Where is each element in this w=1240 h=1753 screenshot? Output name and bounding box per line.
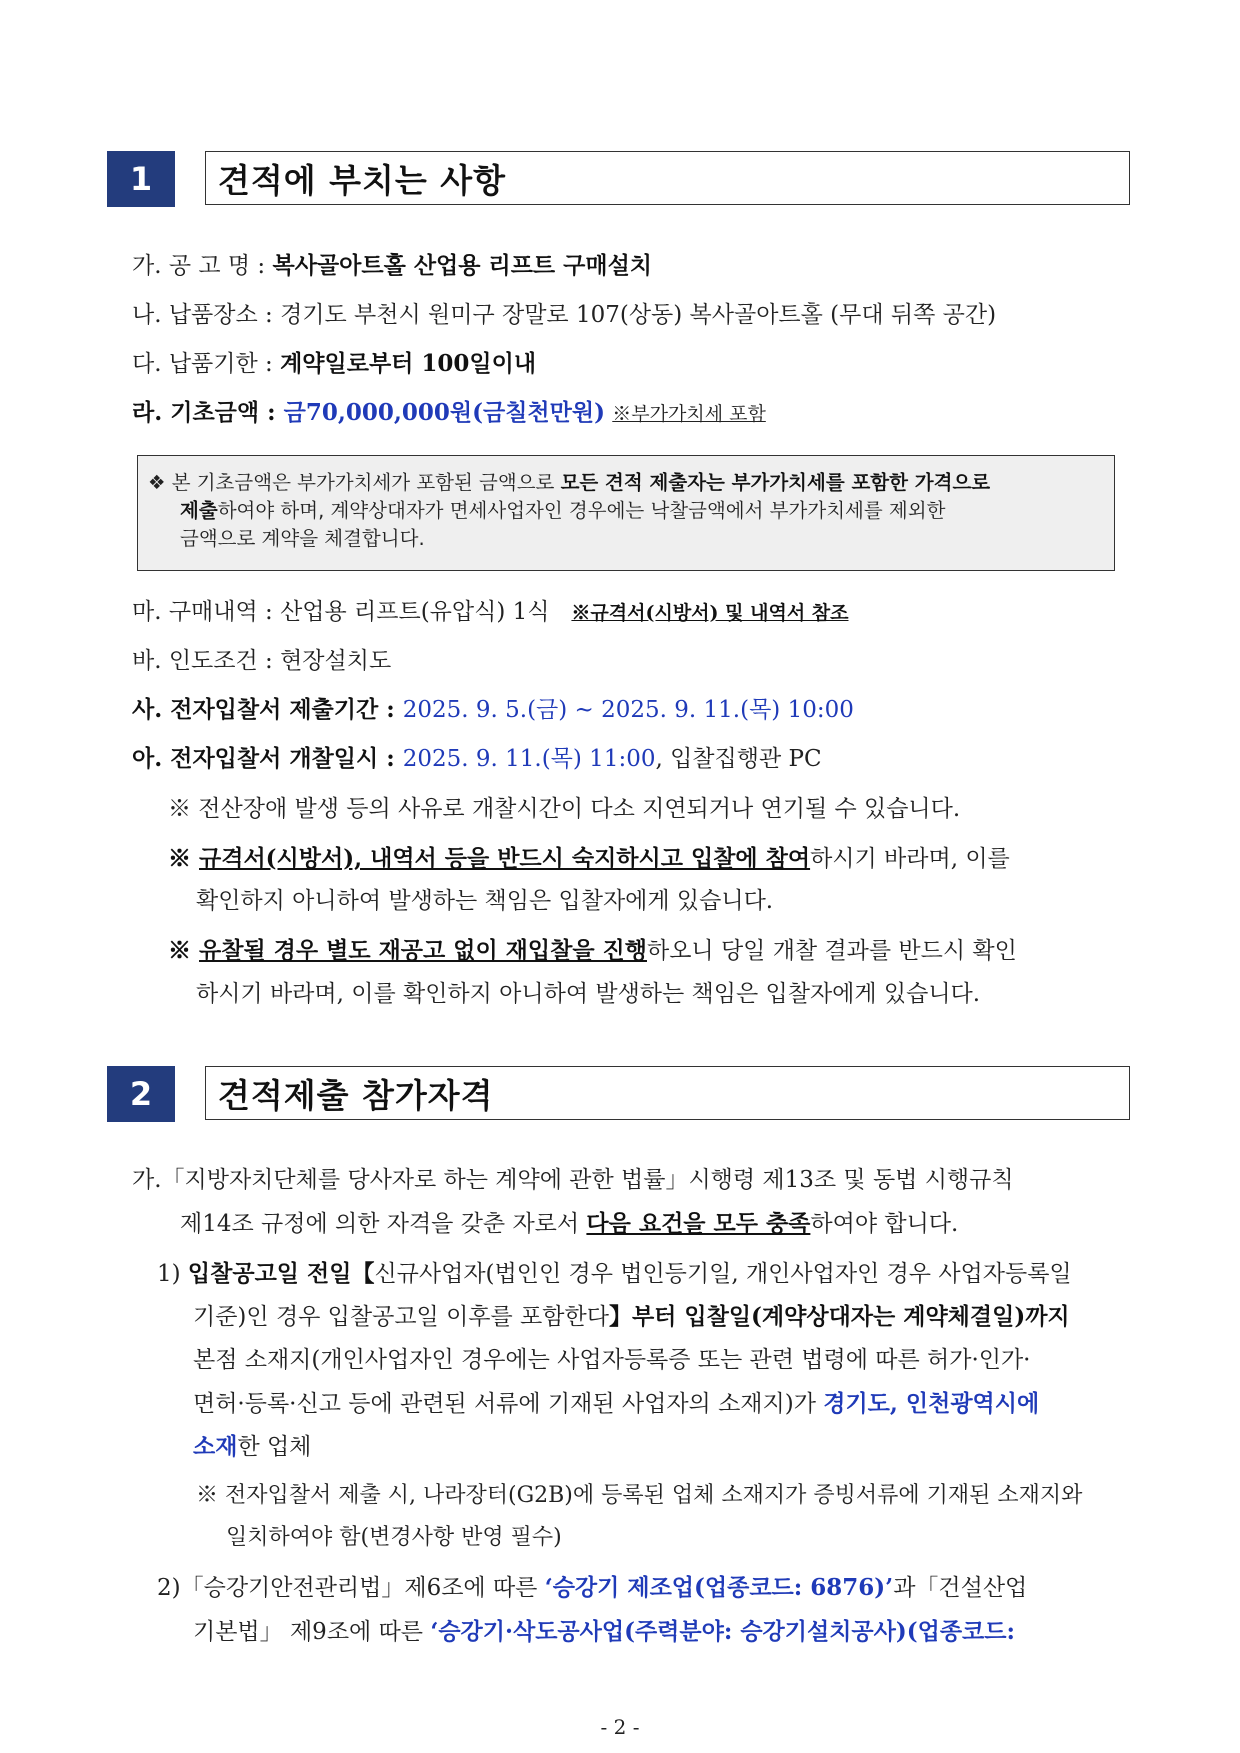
item-ma [132, 597, 849, 628]
s2-item1-text-b: 신규사업자(법인인 경우 법인등기일, 개인사업자인 경우 사업자등록일 [374, 1261, 1072, 1287]
s2-item1-note-1: ※ 전자입찰서 제출 시, 나라장터(G2B)에 등록된 업체 소재지가 증빙서류에 기재된 소재지와 [196, 1483, 1083, 1508]
item-ma-label: 마. 구매내역 : [132, 599, 281, 625]
item-ma-note: ※규격서(시방서) 및 내역서 참조 [571, 602, 849, 624]
s2-item2-business: ‘승강기 제조업(업종코드: 6876)’ [544, 1574, 894, 1601]
notice-line-3: 금액으로 계약을 체결합니다. [180, 527, 425, 550]
item-ra-label: 라. 기초금액 : [132, 399, 284, 426]
s2-ga-text-a: 제14조 규정에 의한 자격을 갖춘 자로서 [180, 1211, 587, 1237]
notice-text-1a: 본 기초금액은 부가가치세가 포함된 금액으로 [171, 471, 561, 494]
note-2-cont: 확인하지 아니하여 발생하는 책임은 입찰자에게 있습니다. [196, 888, 774, 914]
item-ba-label: 바. 인도조건 : [132, 648, 281, 674]
notice-text-1b: 모든 견적 제출자는 부가가치세를 포함한 가격으로 [560, 471, 991, 494]
s2-item2-line-2 [193, 1617, 1015, 1647]
item-ba [132, 646, 391, 676]
item-ga [132, 251, 652, 281]
s2-item1-bold-a: 입찰공고일 전일【 [187, 1260, 375, 1287]
s2-item2-text-a: 2)「승강기안전관리법」제6조에 따른 [157, 1575, 545, 1601]
s2-item1-num: 1) [157, 1261, 188, 1287]
note-3 [168, 936, 1017, 966]
item-da-label: 다. 납품기한 : [132, 351, 281, 377]
s2-item1-bold-2b: 】부터 입찰일(계약상대자는 계약체결일)까지 [608, 1303, 1070, 1330]
s2-item2-text-c: 과「건설산업 [893, 1575, 1028, 1601]
section-1-number: 1 [107, 151, 175, 207]
item-a-value: 2025. 9. 11.(목) 11:00 [402, 746, 656, 772]
item-ba-value: 현장설치도 [280, 648, 392, 674]
item-na-value: 경기도 부천시 원미구 장말로 107(상동) 복사골아트홀 (무대 뒤쪽 공간) [280, 302, 997, 328]
s2-item2-business-2: ‘승강기·삭도공사업(주력분야: 승강기설치공사)(업종코드: [430, 1618, 1015, 1645]
section-2-title: 견적제출 참가자격 [205, 1066, 1130, 1120]
note-3-rest: 하오니 당일 개찰 결과를 반드시 확인 [646, 938, 1017, 964]
s2-ga-emphasis: 다음 요건을 모두 충족 [586, 1210, 811, 1237]
notice-box [137, 455, 1115, 571]
s2-item1-line-4 [193, 1389, 1039, 1419]
s2-item1-text-4a: 면허·등록·신고 등에 관련된 서류에 기재된 사업자의 소재지)가 [193, 1391, 824, 1417]
note-2-rest: 하시기 바라며, 이를 [810, 846, 1010, 872]
item-ma-value: 산업용 리프트(유압식) 1식 [280, 599, 550, 625]
item-ga-value: 복사골아트홀 산업용 리프트 구매설치 [272, 252, 653, 279]
item-sa [132, 695, 854, 725]
item-ga-label: 가. 공 고 명 : [132, 253, 273, 279]
s2-item1-line-3: 본점 소재지(개인사업자인 경우에는 사업자등록증 또는 관련 법령에 따른 허가·인가· [193, 1347, 1031, 1373]
s2-item2-line-1 [157, 1573, 1027, 1603]
section-1-title: 견적에 부치는 사항 [205, 151, 1130, 205]
item-ra-note: ※부가가치세 포함 [612, 403, 766, 425]
section-2-number: 2 [107, 1066, 175, 1122]
item-sa-label: 사. 전자입찰서 제출기간 : [132, 696, 403, 723]
note-2 [168, 844, 1010, 874]
item-ra [132, 398, 766, 429]
note-1: ※ 전산장애 발생 등의 사유로 개찰시간이 다소 지연되거나 연기될 수 있습니다. [168, 796, 961, 822]
s2-item1-line-5 [193, 1432, 311, 1462]
item-da-value: 계약일로부터 100일이내 [280, 350, 537, 377]
s2-ga-line-2 [180, 1209, 958, 1239]
page-number: - 2 - [600, 1715, 640, 1739]
s2-ga-text-c: 하여야 합니다. [810, 1211, 959, 1237]
note-3-cont: 하시기 바라며, 이를 확인하지 아니하여 발생하는 책임은 입찰자에게 있습니다. [196, 981, 981, 1007]
notice-line-1 [148, 470, 990, 496]
s2-item1-region: 경기도, 인천광역시에 [823, 1390, 1040, 1417]
item-sa-value: 2025. 9. 5.(금) ~ 2025. 9. 11.(목) 10:00 [402, 697, 854, 723]
note-3-emphasis: 유찰될 경우 별도 재공고 없이 재입찰을 진행 [199, 937, 647, 964]
s2-item1-note-2: 일치하여야 함(변경사항 반영 필수) [226, 1525, 562, 1550]
item-na-label: 나. 납품장소 : [132, 302, 281, 328]
note-2-mark: ※ [168, 845, 200, 872]
s2-item1-line-1 [157, 1259, 1072, 1289]
note-3-mark: ※ [168, 937, 200, 964]
s2-item1-text-2a: 기준)인 경우 입찰공고일 이후를 포함한다 [193, 1304, 609, 1330]
notice-text-2a: 제출 [180, 499, 218, 522]
item-a-label: 아. 전자입찰서 개찰일시 : [132, 745, 403, 772]
item-ra-value: 금70,000,000원(금칠천만원) [283, 399, 605, 426]
s2-item1-line-2 [193, 1302, 1070, 1332]
item-na [132, 300, 996, 330]
item-a [132, 744, 822, 774]
note-2-emphasis: 규격서(시방서), 내역서 등을 반드시 숙지하시고 입찰에 참여 [199, 845, 811, 872]
s2-ga-line-1: 가.「지방자치단체를 당사자로 하는 계약에 관한 법률」시행령 제13조 및 동법 시행규칙 [132, 1167, 1014, 1193]
diamond-bullet-icon: ❖ [148, 471, 166, 494]
s2-item2-text-2a: 기본법」 제9조에 따른 [193, 1619, 431, 1645]
notice-text-2b: 하여야 하며, 계약상대자가 면세사업자인 경우에는 낙찰금액에서 부가가치세를 제외한 [217, 499, 946, 522]
item-a-tail: , 입찰집행관 PC [655, 746, 822, 772]
s2-item1-text-5b: 한 업체 [237, 1434, 312, 1460]
item-da [132, 349, 536, 379]
notice-line-2 [180, 498, 945, 524]
s2-item1-region-cont: 소재 [193, 1433, 238, 1460]
